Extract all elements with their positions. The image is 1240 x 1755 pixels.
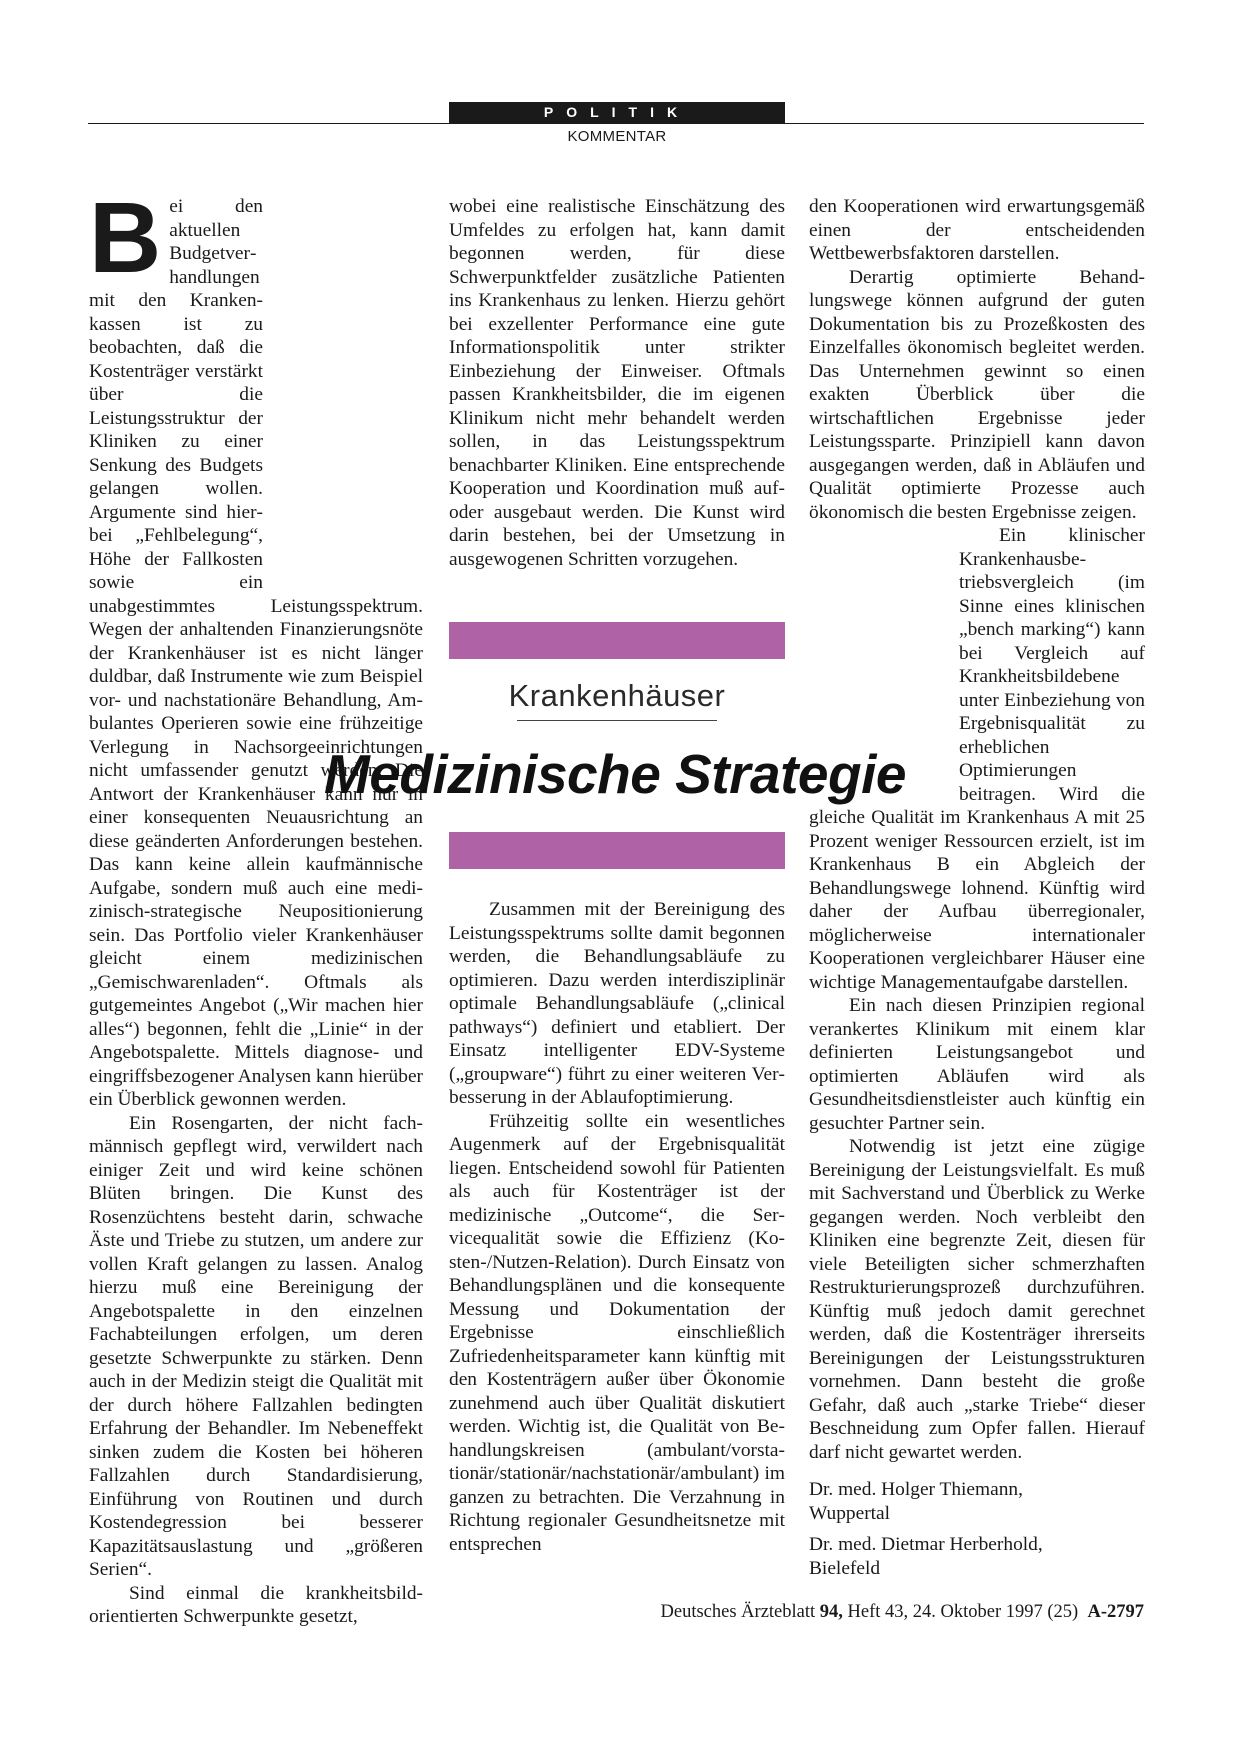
headline-title: Medizinische Strategie: [324, 743, 906, 805]
paragraph: Zusammen mit der Bereinigung des Leistungsspektrums sollte damit begonnen werden, die Behandlungsabläufe zu optimieren. Dazu werden interdisziplinär optimale Behandlungsabläufe („clinical pathways“) definiert und etabliert. Der Einsatz intelligenter EDV-Systeme („groupware“) führt zu einer weiteren Verbesserung in der Ablaufoptimierung.: [449, 899, 785, 1108]
issue-date: Heft 43, 24. Oktober 1997 (25): [847, 1602, 1079, 1622]
paragraph: Sind einmal die krankheitsbildorientierten Schwerpunkte gesetzt,: [89, 1582, 423, 1627]
paragraph: [809, 524, 1145, 994]
paragraph: Frühzeitig sollte ein wesentliches Augenmerk auf der Ergebnisqualität liegen. Entscheidend sowohl für Patienten als auch für Kostenträger ist der medizinische „Outcome“, die Servicequalität sowie die Effizienz (Kosten-/Nutzen-Relation). Durch Einsatz von Behandlungsplänen und die konsequente Messung und Dokumentation der Ergebnisse einschließlich Zufriedenheitsparameter kann künftig mit den Kostenträgern außer über Ökonomie zunehmend auch über Qualität diskutiert werden. Wichtig ist, die Qualität von Behandlungskreisen (ambulant/vorstationär/stationär/nachstationär/ambulant) im ganzen zu betrachten. Die Verzahnung in Richtung regionaler Gesundheitsnetze mit entsprechen: [449, 1110, 785, 1555]
kicker-underline: [517, 720, 717, 721]
accent-bar-top: [449, 622, 785, 659]
paragraph: Notwendig ist jetzt eine zügige Bereinigung der Leistungsvielfalt. Es muß mit Sachverstand und Überblick zu Werke gegangen werden. Noch verbleibt den Kliniken eine begrenzte Zeit, diesen für viele Beteiligten sicher schmerzhaften Restrukturierungsprozeß durchzuführen. Künftig muß jedoch damit gerechnet werden, daß die Kostenträger ihrerseits Bereinigungen der Leistungsstrukturen vornehmen. Dann besteht die große Gefahr, daß auch „starke Triebe“ dieser Beschneidung zum Opfer fallen. Hierauf darf nicht gewartet werden.: [809, 1136, 1145, 1463]
accent-bar-bottom: [449, 832, 785, 869]
article-column-3: [809, 195, 1145, 1580]
journal-volume: 94,: [819, 1602, 843, 1622]
author-city: Wuppertal: [809, 1502, 891, 1524]
subsection-label: KOMMENTAR: [567, 128, 667, 145]
paragraph-text: ei den aktuellen Budgetverhandlungen mit den Krankenkassen ist zu beobachten, daß die Kostenträger verstärkt über die Leistungsstruktur der Kliniken zu einer Senkung des Budgets gelangen wollen. Argumente sind hierbei „Fehlbelegung“, Höhe der Fallkosten sowie ein unabgestimmtes Leistungsspektrum. Wegen der anhaltenden Finanzierungsnöte der Krankenhäuser ist es nicht länger duldbar, daß Instrumente wie zum Beispiel vor- und nachstationäre Behandlung, Ambulantes Operieren sowie eine frühzeitige Verlegung in Nachsorgeeinrichtungen nicht umfassender genutzt werden. Die Antwort der Krankenhäuser kann nur in einer konsequenten Neuausrichtung an diese geänderten Anforderungen bestehen. Das kann keine allein kaufmännische Aufgabe, sondern muß auch eine medizinisch-strategische Neupositionierung sein. Das Portfolio vieler Krankenhäuser gleicht einem medizinischen „Gemischwarenladen“. Oftmals als gutgemeintes Angebot („Wir machen hier alles“) begonnen, fehlt die „Linie“ in der Angebotspalette. Mittels diagnose- und eingriffsbezogener Analysen kann hierüber ein Überblick gewonnen werden.: [89, 196, 424, 1110]
paragraph: wobei eine realistische Einschätzung des Umfeldes zu erfolgen hat, kann damit begonnen werden, für diese Schwerpunktfelder zusätzliche Patienten ins Krankenhaus zu lenken. Hierzu gehört bei exzellenter Performance eine gute Informationspolitik unter strikter Einbeziehung der Einweiser. Oftmals passen Krankheitsbilder, die im eigenen Klinikum nicht mehr behandelt werden sollen, in das Leistungsspektrum benachbarter Kliniken. Eine entsprechende Kooperation und Koordination muß auf- oder ausgebaut werden. Die Kunst wird darin bestehen, bei der Umsetzung in ausgewogenen Schritten vorzugehen.: [449, 196, 785, 570]
author-name: Dr. med. Dietmar Herberhold,: [809, 1534, 1043, 1555]
paragraph-text: Ein klinischer Krankenhausbetriebsvergleich (im Sinne eines klinischen „bench marking“) kann bei Vergleich auf Krankheitsbildebene unter Einbeziehung von Ergebnisqualität zu erheblichen Optimierungen beitragen. Wird die gleiche Qualität im Krankenhaus A mit 25 Prozent weniger Ressourcen erzielt, ist im Krankenhaus B ein Abgleich der Behandlungswege lohnend. Künftig wird daher der Aufbau überregionaler, möglicherweise internationaler Kooperationen vergleichbarer Häuser eine wichtige Managementaufgabe darstellen.: [809, 525, 1145, 993]
paragraph: Ein Rosengarten, der nicht fachmännisch gepflegt wird, verwildert nach einiger Zeit und wird keine schönen Blüten bringen. Die Kunst des Rosenzüchtens besteht darin, schwache Äste und Triebe zu stutzen, um andere zur vollen Kraft gelangen zu lassen. Analog hierzu muß eine Bereinigung der Angebotspalette in den einzelnen Fachabteilungen erfolgen, um deren gesetzte Schwerpunkte zu stärken. Denn auch in der Medizin steigt die Qualität mit der durch höhere Fallzahlen bedingten Erfahrung der Behandler. Im Nebeneffekt sinken zudem die Kosten bei höheren Fallzahlen durch Standardisierung, Einführung von Routinen und durch Kostendegression bei besserer Kapazitätsauslastung und „größeren Serien“.: [89, 1112, 423, 1580]
article-column-2-top: [449, 195, 785, 571]
paragraph: [89, 182, 424, 1112]
paragraph: Ein nach diesen Prinzipien regional verankertes Klinikum mit einem klar definierten Leistungsangebot und optimierten Abläufen wird als Gesundheitsdienstleister auch künftig ein gesuchter Partner sein.: [809, 995, 1145, 1134]
paragraph: den Kooperationen wird erwartungsgemäß einen der entscheidenden Wettbewerbsfaktoren darstellen.: [809, 196, 1145, 264]
headline-wrap-space: [809, 618, 959, 786]
article-column-1: [89, 182, 424, 1629]
article-column-2-bottom: [449, 898, 785, 1556]
section-label: POLITIK: [449, 102, 785, 123]
page-footer: [661, 1602, 1144, 1623]
author-signature: [809, 1478, 1145, 1525]
header-rule: [88, 123, 1144, 124]
headline-kicker: Krankenhäuser: [508, 678, 726, 713]
headline-wrap-space: [263, 421, 423, 589]
author-name: Dr. med. Holger Thiemann,: [809, 1479, 1023, 1500]
journal-name: Deutsches Ärzteblatt: [660, 1602, 816, 1622]
page-number: A-2797: [1087, 1602, 1144, 1622]
paragraph: Derartig optimierte Behandlungswege können aufgrund der guten Dokumentation bis zu Prozeßkosten des Einzelfalles ökonomisch begleitet werden. Das Unternehmen gewinnt so einen exakten Überblick über die wirtschaftlichen Ergebnisse jeder Leistungssparte. Prinzipiell kann davon ausgegangen werden, daß in Abläufen und Qualität optimierte Prozesse auch ökonomisch die besten Ergebnisse zeigen.: [809, 266, 1145, 523]
author-signature: [809, 1533, 1145, 1580]
drop-cap: B: [89, 182, 162, 294]
author-city: Bielefeld: [809, 1557, 881, 1579]
